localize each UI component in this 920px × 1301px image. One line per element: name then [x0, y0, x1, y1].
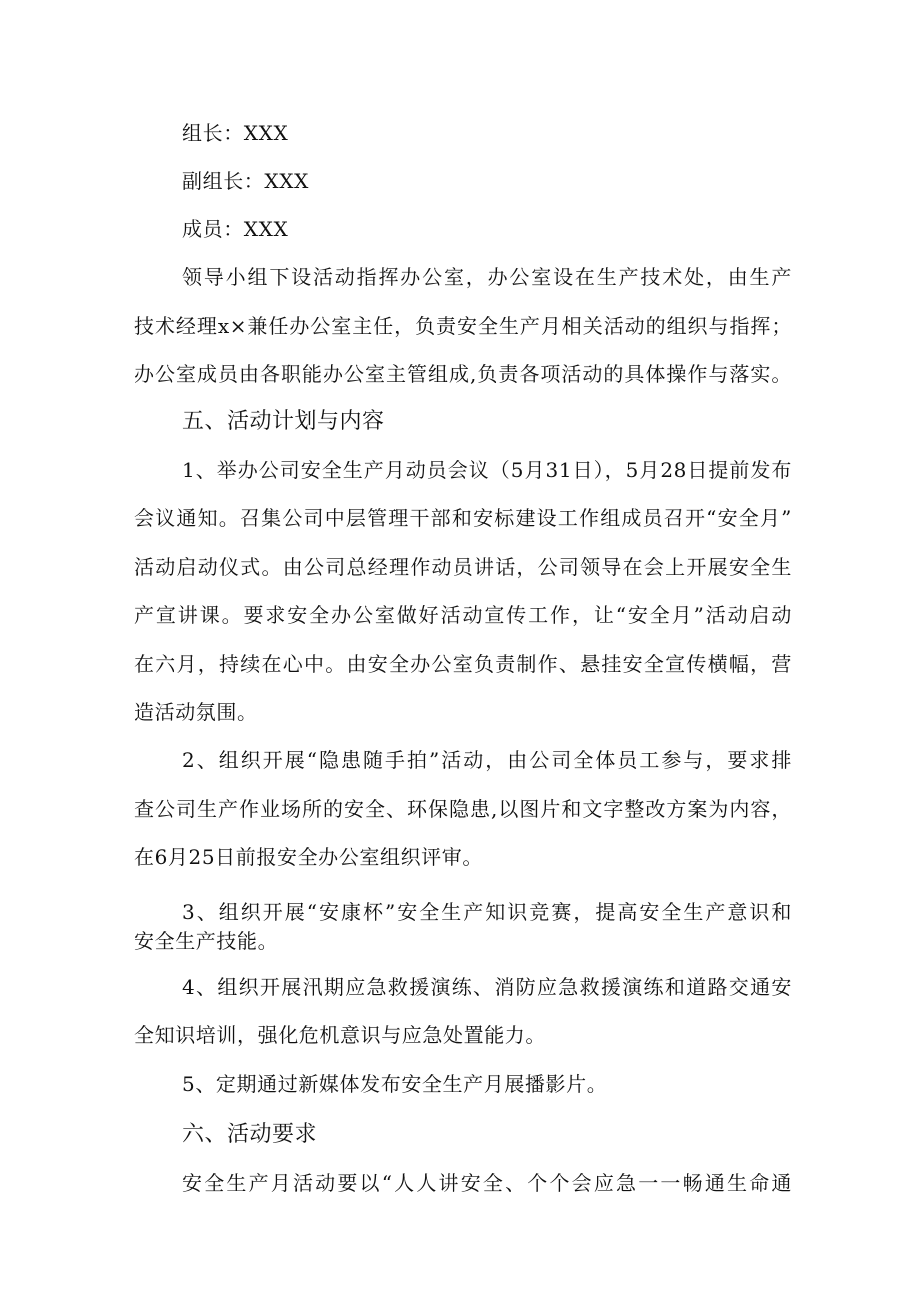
item-1-line-4: 产宣讲课。要求安全办公室做好活动宣传工作，让“安全月”活动启动	[134, 603, 792, 627]
paragraph-office-line-2: 技术经理x×兼任办公室主任，负责安全生产月相关活动的组织与指挥；	[134, 314, 792, 338]
item-2-line-2: 查公司生产作业场所的安全、环保隐患,以图片和文字整改方案为内容，	[134, 797, 792, 821]
deputy-leader-line: 副组长：XXX	[182, 169, 309, 193]
item-3-line-2: 安全生产技能。	[134, 929, 279, 953]
item-2-line-1: 2、组织开展“隐患随手拍”活动，由公司全体员工参与，要求排	[182, 748, 792, 772]
requirements-line-1: 安全生产月活动要以“人人讲安全、个个会应急一一畅通生命通	[182, 1171, 792, 1195]
section-heading-5: 五、活动计划与内容	[182, 409, 385, 434]
item-1-line-5: 在六月，持续在心中。由安全办公室负责制作、悬挂安全宣传横幅，营	[134, 652, 792, 676]
item-1-line-2: 会议通知。召集公司中层管理干部和安标建设工作组成员召开“安全月”	[134, 506, 792, 530]
item-3-line-1: 3、组织开展“安康杯”安全生产知识竞赛，提高安全生产意识和	[182, 900, 792, 924]
item-1-line-3: 活动启动仪式。由公司总经理作动员讲话，公司领导在会上开展安全生	[134, 555, 792, 579]
leader-line: 组长：XXX	[182, 121, 289, 145]
section-heading-6: 六、活动要求	[182, 1122, 318, 1147]
item-1-line-1: 1、举办公司安全生产月动员会议（5月31日），5月28日提前发布	[182, 458, 792, 482]
item-4-line-2: 全知识培训，强化危机意识与应急处置能力。	[134, 1023, 546, 1047]
item-5-line-1: 5、定期通过新媒体发布安全生产月展播影片。	[182, 1072, 608, 1096]
item-2-line-3: 在6月25日前报安全办公室组织评审。	[134, 845, 483, 869]
item-4-line-1: 4、组织开展汛期应急救援演练、消防应急救援演练和道路交通安	[182, 975, 792, 999]
members-line: 成员：XXX	[182, 217, 289, 241]
item-1-line-6: 造活动氛围。	[134, 700, 258, 724]
paragraph-office-line-3: 办公室成员由各职能办公室主管组成,负责各项活动的具体操作与落实。	[134, 362, 792, 386]
paragraph-office-line-1: 领导小组下设活动指挥办公室，办公室设在生产技术处，由生产	[182, 265, 792, 289]
